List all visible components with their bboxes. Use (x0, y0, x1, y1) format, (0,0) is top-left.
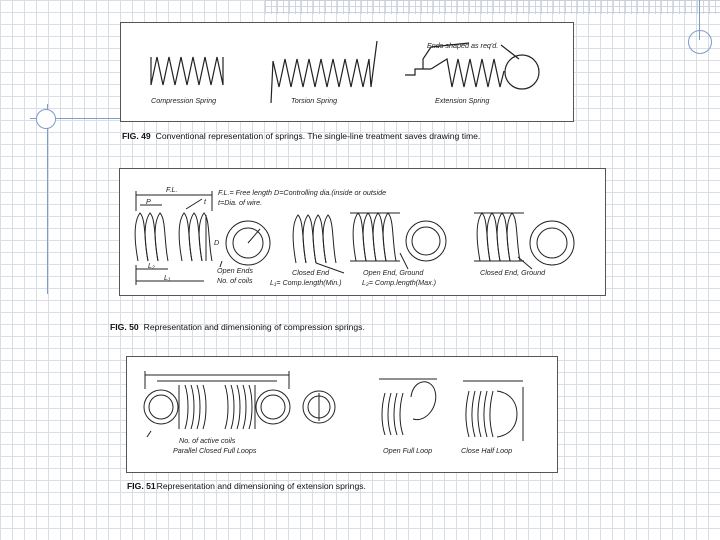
spring4-coils (477, 213, 520, 261)
torsion-spring-label: Torsion Spring (291, 96, 338, 105)
close-half-loop-label: Close Half Loop (461, 446, 513, 455)
spring2-coils (293, 215, 336, 263)
torsion-spring-zigzag (271, 41, 377, 103)
fig51-panel (126, 356, 558, 473)
fig49-caption (122, 132, 480, 141)
ends-leader-right (501, 45, 519, 59)
decorative-vertical-line (47, 104, 48, 294)
closed-end-ground-label: Closed End, Ground (480, 268, 546, 277)
active-coils-label: No. of active coils (179, 436, 236, 445)
free-length-label: F.L. (166, 185, 178, 194)
extension-spring-label: Extension Spring (435, 96, 490, 105)
fig50-caption (110, 323, 365, 332)
closed-end-label: Closed End (292, 268, 330, 277)
pitch-label: P (146, 197, 151, 206)
fig49-caption-text: Conventional representation of springs. The single-line treatment saves drawing time. (155, 131, 481, 141)
decorative-right-circle (688, 30, 712, 54)
diameter-label: D (214, 238, 220, 247)
spring3-coils (353, 213, 396, 261)
compression-spring-label: Compression Spring (151, 96, 217, 105)
spring1-coils (135, 213, 212, 261)
open-full-loop-coils (382, 393, 403, 435)
fig50-panel (119, 168, 606, 296)
fig51-caption (127, 482, 366, 491)
open-end-ground-label: Open End, Ground (363, 268, 424, 277)
extension-spring-zigzag (431, 59, 504, 87)
open-full-loop-label: Open Full Loop (383, 446, 433, 455)
fig51-caption-text: Representation and dimensioning of extension springs. (156, 481, 366, 491)
fig51-number: FIG. 51 (127, 481, 156, 491)
l1-label: L₁ (164, 273, 171, 282)
l2-label: L₂ (148, 261, 155, 270)
decorative-circle (36, 109, 56, 129)
decorative-grid-band (265, 0, 720, 14)
fig49-panel (120, 22, 574, 122)
close-half-loop-coils (466, 391, 493, 437)
fig49-number: FIG. 49 (122, 131, 151, 141)
extension-spring-hook (405, 69, 431, 75)
fig49-drawing (121, 23, 573, 121)
open-ends-label: Open Ends (217, 266, 253, 275)
fig50-number: FIG. 50 (110, 322, 139, 332)
fig50-caption-text: Representation and dimensioning of compression springs. (143, 322, 365, 332)
parallel-loops-label: Parallel Closed Full Loops (173, 446, 257, 455)
extension-spring-loop (505, 55, 539, 89)
no-coils-label: No. of coils (217, 276, 253, 285)
legend-wire: t=Dia. of wire. (218, 198, 263, 207)
legend-free-length: F.L.= Free length D=Controlling dia.(inside or outside (218, 188, 387, 197)
wire-label: t (204, 197, 206, 206)
comp-min-label: L₁= Comp.length(Min.) (270, 278, 342, 287)
extension-coils (179, 385, 255, 429)
compression-spring-zigzag (151, 57, 223, 85)
comp-max-label: L₂= Comp.length(Max.) (362, 278, 437, 287)
ends-shaped-label: Ends shaped as req'd. (427, 41, 499, 50)
